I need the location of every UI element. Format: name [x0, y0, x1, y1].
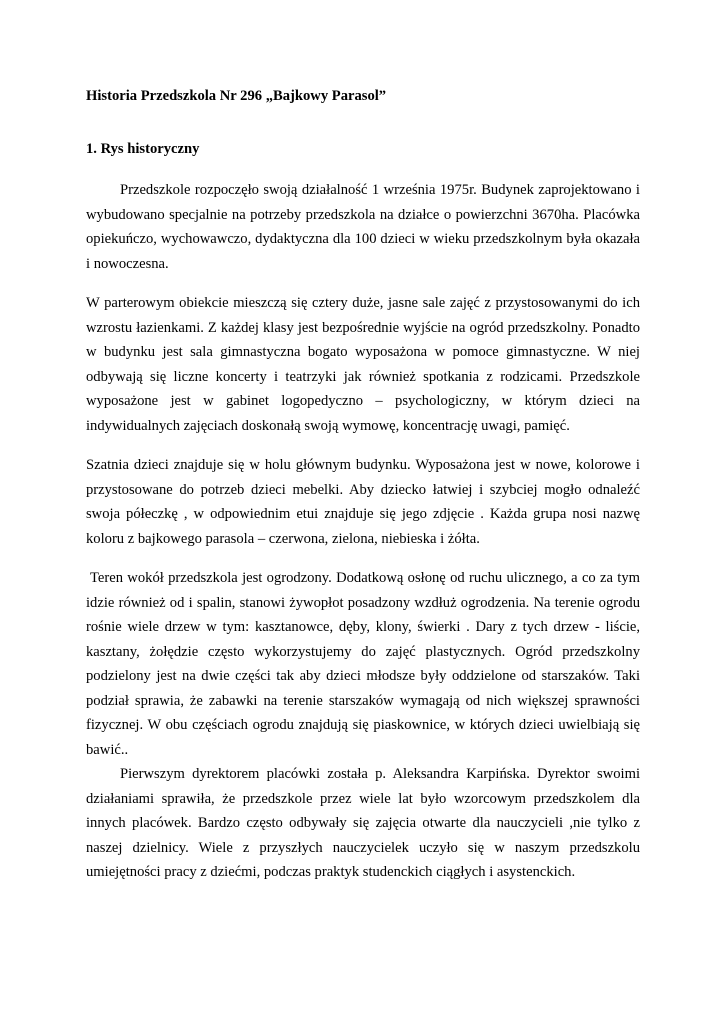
paragraph-first-director: Pierwszym dyrektorem placówki została p. Aleksandra Karpińska. Dyrektor swoimi działaniami sprawiła, że przedszkole przez wiele lat było wzorcowym przedszkolem dla innych placówek. Bardzo często odbywały się zajęcia otwarte dla nauczycieli ,nie tylko z naszej dzielnicy. Wiele z przyszłych nauczycielek uczyło się w naszym przedszkolu umiejętności pracy z dziećmi, podczas praktyk studenckich ciągłych i asystenckich.	[86, 766, 640, 880]
paragraph-building: W parterowym obiekcie mieszczą się cztery duże, jasne sale zajęć z przystosowanymi do ich wzrostu łazienkami. Z każdej klasy jest bezpośrednie wyjście na ogród przedszkolny. Ponadto w budynku jest sala gimnastyczna bogato wyposażona w pomoce gimnastyczne. W niej odbywają się liczne koncerty i teatrzyki jak również spotkania z rodzicami. Przedszkole wyposażone jest w gabinet logopedyczno – psychologiczny, w którym dzieci na indywidualnych zajęciach doskonałą swoją wymowę, koncentrację uwagi, pamięć.	[86, 295, 640, 434]
document-body	[86, 84, 640, 885]
document-title: Historia Przedszkola Nr 296 „Bajkowy Parasol”	[86, 88, 387, 104]
section-heading: 1. Rys historyczny	[86, 141, 200, 157]
paragraph-founding: Przedszkole rozpoczęło swoją działalność 1 września 1975r. Budynek zaprojektowano i wybudowano specjalnie na potrzeby przedszkola na działce o powierzchni 3670ha. Placówka opiekuńczo, wychowawczo, dydaktyczna dla 100 dzieci w wieku przedszkolnym była okazała i nowoczesna.	[86, 182, 640, 272]
paragraph-garden: Teren wokół przedszkola jest ogrodzony. Dodatkową osłonę od ruchu ulicznego, a co za tym idzie również od i spalin, stanowi żywopłot posadzony wzdłuż ogrodzenia. Na terenie ogrodu rośnie wiele drzew w tym: kasztanowce, dęby, klony, świerki . Dary z tych drzew - liście, kasztany, żołędzie często wykorzystujemy do zajęć plastycznych. Ogród przedszkolny podzielony jest na dwie części tak aby dzieci młodsze były oddzielone od starszaków. Taki podział sprawia, że zabawki na terenie starszaków wymagają od nich większej sprawności fizycznej. W obu częściach ogrodu znajdują się piaskownice, w których dzieci uwielbiają się bawić..	[86, 570, 640, 758]
paragraph-cloakroom: Szatnia dzieci znajduje się w holu głównym budynku. Wyposażona jest w nowe, kolorowe i przystosowane do potrzeb dzieci mebelki. Aby dziecko łatwiej i szybciej mogło odnaleźć swoja półeczkę , w odpowiednim etui znajduje się jego zdjęcie . Każda grupa nosi nazwę koloru z bajkowego parasola – czerwona, zielona, niebieska i żółta.	[86, 457, 640, 547]
